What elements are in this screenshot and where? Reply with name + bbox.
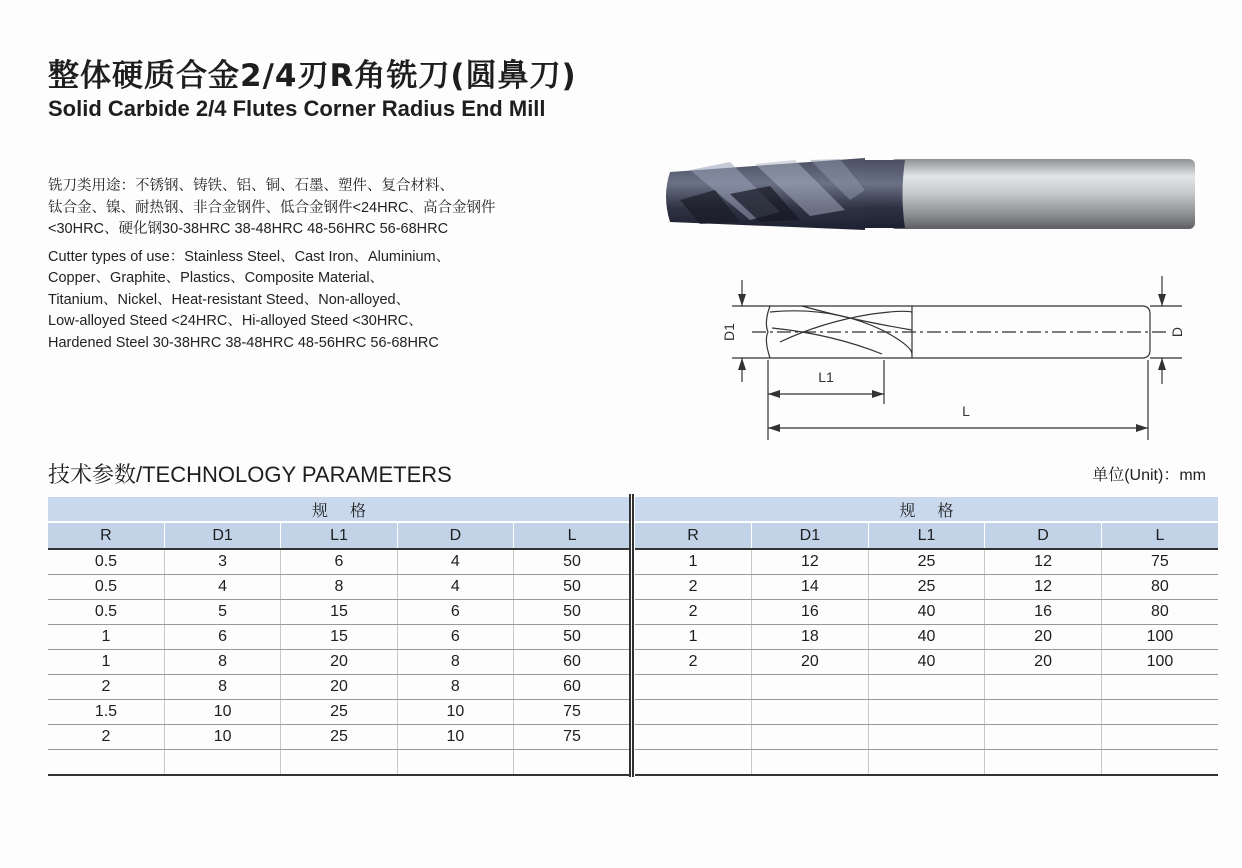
spec-header: 规格 bbox=[635, 497, 1218, 522]
dim-l-label: L bbox=[962, 403, 970, 419]
table-cell: 2 bbox=[48, 725, 164, 750]
usage-en-line-1: Cutter types of use：Stainless Steel、Cast Iron、Aluminium、 bbox=[48, 248, 451, 265]
table-cell bbox=[752, 675, 869, 700]
table-cell: 0.5 bbox=[48, 549, 164, 575]
table-cell: 10 bbox=[397, 725, 513, 750]
col-header-d: D bbox=[985, 522, 1102, 549]
table-cell: 4 bbox=[397, 575, 513, 600]
table-cell: 1 bbox=[48, 625, 164, 650]
table-cell: 6 bbox=[397, 625, 513, 650]
usage-en-line-2: Copper、Graphite、Plastics、Composite Material、 bbox=[48, 270, 385, 286]
table-row bbox=[48, 575, 630, 600]
table-body bbox=[48, 549, 630, 775]
table-cell bbox=[985, 700, 1102, 725]
table-cell bbox=[868, 700, 985, 725]
table-cell: 12 bbox=[985, 575, 1102, 600]
table-cell: 75 bbox=[1101, 549, 1218, 575]
table-cell bbox=[868, 725, 985, 750]
table-row bbox=[48, 600, 630, 625]
table-cell: 3 bbox=[164, 549, 280, 575]
table-cell bbox=[985, 725, 1102, 750]
table-cell bbox=[752, 725, 869, 750]
table-cell: 16 bbox=[752, 600, 869, 625]
col-header-l1: L1 bbox=[868, 522, 985, 549]
table-cell: 80 bbox=[1101, 600, 1218, 625]
col-header-r: R bbox=[635, 522, 752, 549]
table-cell: 75 bbox=[514, 725, 630, 750]
table-cell bbox=[514, 750, 630, 776]
col-header-d: D bbox=[397, 522, 513, 549]
table-row bbox=[635, 549, 1218, 575]
table-row bbox=[48, 549, 630, 575]
table-cell bbox=[281, 750, 397, 776]
table-divider bbox=[629, 494, 634, 777]
table-row bbox=[635, 625, 1218, 650]
table-cell: 5 bbox=[164, 600, 280, 625]
table-cell: 100 bbox=[1101, 625, 1218, 650]
spec-header: 规格 bbox=[48, 497, 630, 522]
table-cell: 12 bbox=[985, 549, 1102, 575]
table-cell: 20 bbox=[752, 650, 869, 675]
table-cell bbox=[868, 675, 985, 700]
table-cell: 18 bbox=[752, 625, 869, 650]
table-cell: 25 bbox=[281, 725, 397, 750]
table-cell: 8 bbox=[164, 675, 280, 700]
table-row bbox=[635, 650, 1218, 675]
table-cell: 60 bbox=[514, 675, 630, 700]
usage-cn-line-2: 钛合金、镍、耐热钢、非合金钢件、低合金钢件<24HRC、高合金钢件 bbox=[48, 199, 496, 216]
table-cell bbox=[868, 750, 985, 776]
table-cell: 40 bbox=[868, 650, 985, 675]
section-title: 技术参数/TECHNOLOGY PARAMETERS bbox=[48, 462, 452, 487]
col-header-l: L bbox=[1101, 522, 1218, 549]
table-cell: 0.5 bbox=[48, 575, 164, 600]
table-cell: 1 bbox=[635, 549, 752, 575]
table-cell: 40 bbox=[868, 600, 985, 625]
unit-label: 单位(Unit)：mm bbox=[1092, 467, 1206, 484]
table-cell: 50 bbox=[514, 549, 630, 575]
table-cell: 15 bbox=[281, 600, 397, 625]
table-cell: 14 bbox=[752, 575, 869, 600]
table-row bbox=[635, 700, 1218, 725]
table-cell: 4 bbox=[397, 549, 513, 575]
table-row bbox=[635, 725, 1218, 750]
table-cell: 20 bbox=[985, 650, 1102, 675]
table-cell: 20 bbox=[281, 650, 397, 675]
page-title-cn: 整体硬质合金2/4刃R角铣刀(圆鼻刀) bbox=[48, 58, 577, 94]
table-cell: 50 bbox=[514, 575, 630, 600]
table-cell: 1 bbox=[48, 650, 164, 675]
table-cell bbox=[635, 700, 752, 725]
dim-d1-label: D1 bbox=[721, 323, 737, 341]
col-header-d1: D1 bbox=[752, 522, 869, 549]
usage-en-line-5: Hardened Steel 30-38HRC 38-48HRC 48-56HRC 56-68HRC bbox=[48, 334, 439, 351]
table-cell: 80 bbox=[1101, 575, 1218, 600]
table-row bbox=[635, 575, 1218, 600]
table-body bbox=[635, 549, 1218, 775]
table-cell: 1.5 bbox=[48, 700, 164, 725]
table-cell: 100 bbox=[1101, 650, 1218, 675]
usage-en-line-3: Titanium、Nickel、Heat-resistant Steed、Non-alloyed、 bbox=[48, 291, 411, 308]
cutter-usage-description bbox=[48, 176, 496, 354]
table-cell: 6 bbox=[397, 600, 513, 625]
col-header-d1: D1 bbox=[164, 522, 280, 549]
table-cell: 2 bbox=[635, 600, 752, 625]
end-mill-photo bbox=[660, 150, 1205, 240]
table-cell bbox=[635, 750, 752, 776]
table-cell: 50 bbox=[514, 625, 630, 650]
table-row bbox=[635, 675, 1218, 700]
table-cell bbox=[397, 750, 513, 776]
table-cell bbox=[985, 675, 1102, 700]
table-cell bbox=[635, 675, 752, 700]
col-header-r: R bbox=[48, 522, 164, 549]
parameters-table-right bbox=[635, 497, 1218, 776]
usage-cn-line-1: 铣刀类用途：不锈钢、铸铁、铝、铜、石墨、塑件、复合材料、 bbox=[48, 178, 454, 194]
table-row bbox=[48, 625, 630, 650]
dim-d-label: D bbox=[1169, 326, 1185, 338]
table-cell: 16 bbox=[985, 600, 1102, 625]
dim-l1-label: L1 bbox=[818, 369, 834, 385]
parameters-table-left bbox=[48, 497, 630, 776]
table-cell bbox=[752, 700, 869, 725]
table-row bbox=[635, 600, 1218, 625]
table-row bbox=[48, 750, 630, 776]
table-row bbox=[635, 750, 1218, 776]
usage-cn-line-3: <30HRC、硬化钢30-38HRC 38-48HRC 48-56HRC 56-68HRC bbox=[48, 221, 449, 237]
table-cell: 2 bbox=[635, 650, 752, 675]
page-title-en: Solid Carbide 2/4 Flutes Corner Radius End Mill bbox=[48, 96, 546, 121]
table-row bbox=[48, 700, 630, 725]
col-header-l1: L1 bbox=[281, 522, 397, 549]
table-cell bbox=[985, 750, 1102, 776]
table-cell: 6 bbox=[164, 625, 280, 650]
table-cell bbox=[1101, 675, 1218, 700]
table-row bbox=[48, 675, 630, 700]
table-cell bbox=[164, 750, 280, 776]
table-cell: 40 bbox=[868, 625, 985, 650]
table-cell: 8 bbox=[164, 650, 280, 675]
table-row bbox=[48, 725, 630, 750]
table-cell: 60 bbox=[514, 650, 630, 675]
table-cell: 10 bbox=[164, 700, 280, 725]
table-cell: 20 bbox=[985, 625, 1102, 650]
table-cell: 10 bbox=[164, 725, 280, 750]
table-cell bbox=[48, 750, 164, 776]
table-cell: 8 bbox=[397, 650, 513, 675]
table-cell: 8 bbox=[281, 575, 397, 600]
table-cell bbox=[1101, 750, 1218, 776]
table-cell: 8 bbox=[397, 675, 513, 700]
end-mill-dimension-drawing bbox=[712, 270, 1212, 450]
table-cell bbox=[1101, 725, 1218, 750]
table-cell: 25 bbox=[281, 700, 397, 725]
table-cell: 6 bbox=[281, 549, 397, 575]
table-cell: 1 bbox=[635, 625, 752, 650]
table-cell: 50 bbox=[514, 600, 630, 625]
table-cell: 15 bbox=[281, 625, 397, 650]
table-cell: 2 bbox=[48, 675, 164, 700]
table-cell bbox=[752, 750, 869, 776]
table-cell bbox=[635, 725, 752, 750]
table-cell: 4 bbox=[164, 575, 280, 600]
table-cell: 10 bbox=[397, 700, 513, 725]
table-cell: 12 bbox=[752, 549, 869, 575]
usage-en-line-4: Low-alloyed Steed <24HRC、Hi-alloyed Steed <30HRC、 bbox=[48, 313, 423, 329]
table-row bbox=[48, 650, 630, 675]
table-cell: 0.5 bbox=[48, 600, 164, 625]
table-cell: 25 bbox=[868, 575, 985, 600]
table-cell: 75 bbox=[514, 700, 630, 725]
col-header-l: L bbox=[514, 522, 630, 549]
table-cell: 20 bbox=[281, 675, 397, 700]
table-cell: 25 bbox=[868, 549, 985, 575]
table-cell bbox=[1101, 700, 1218, 725]
table-cell: 2 bbox=[635, 575, 752, 600]
